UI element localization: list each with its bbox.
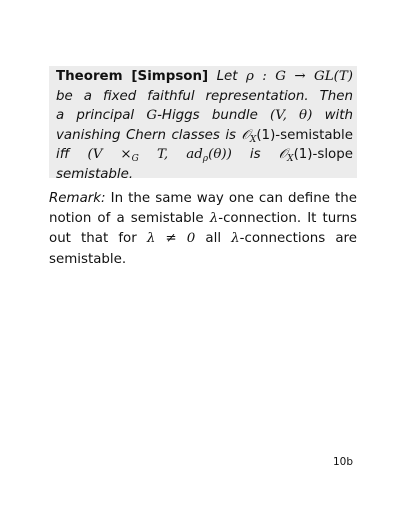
theorem-line-5	[56, 145, 353, 165]
theorem-line-1	[56, 67, 353, 87]
structure-sheaf: 𝒪$_X$	[241, 127, 257, 145]
lambda-symbol: λ	[231, 231, 240, 247]
theorem-text: -Higgs bundle	[157, 108, 258, 124]
remark-line-4: semistable.	[49, 251, 127, 267]
remark-text: out that for	[49, 231, 137, 247]
associated-bundle: ($V \times_G$ T, $ad_\rho(\theta)$)	[87, 147, 232, 165]
remark-text: notion of a semistable	[49, 211, 204, 227]
lambda-condition: λ ≠ 0	[146, 231, 196, 247]
theorem-text: is	[249, 147, 261, 163]
remark-text: all	[205, 231, 222, 247]
theorem-text: with	[324, 108, 353, 124]
theorem-line-4	[56, 126, 353, 146]
remark-line-1	[49, 189, 357, 209]
group-symbol: G	[146, 108, 158, 124]
representation-formula: ρ : G → GL(T)	[245, 69, 353, 84]
theorem-box	[49, 66, 357, 182]
remark-line-2	[49, 209, 357, 229]
theorem-text: a principal	[56, 108, 135, 124]
higgs-pair: (V, θ)	[270, 108, 313, 124]
theorem-line-6: semistable.	[56, 166, 134, 182]
remark-text: -connection. It turns	[218, 211, 357, 227]
remark-text: In the same way one can define the	[110, 191, 357, 206]
page-number: 10b	[332, 456, 353, 468]
remark-paragraph	[49, 189, 357, 270]
theorem-text: Let	[216, 69, 238, 84]
remark-label: Remark:	[49, 191, 106, 206]
theorem-text: (1)-slope	[293, 147, 353, 163]
structure-sheaf: 𝒪$_X$	[278, 147, 294, 165]
theorem-line-2: be a fixed faithful representation. Then	[56, 88, 353, 104]
theorem-text: iff	[56, 147, 70, 163]
theorem-text: (1)-semistable	[256, 127, 353, 143]
theorem-line-3	[56, 106, 353, 126]
theorem-text: vanishing Chern classes is	[56, 127, 237, 143]
theorem-heading: Theorem [Simpson]	[56, 69, 209, 84]
lambda-symbol: λ	[209, 211, 219, 227]
remark-text: -connections are	[239, 231, 357, 247]
remark-line-3	[49, 229, 357, 249]
